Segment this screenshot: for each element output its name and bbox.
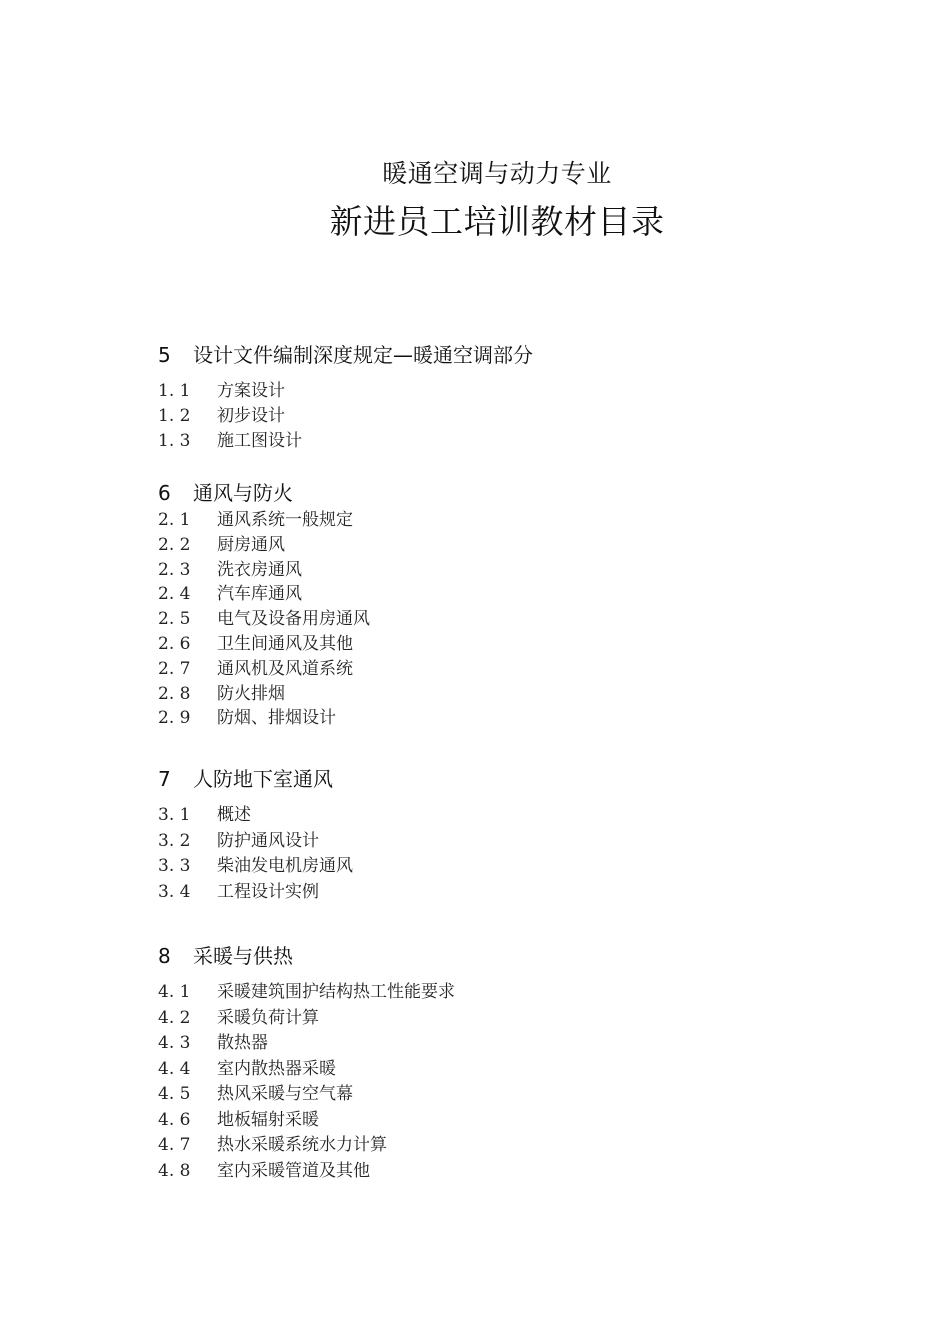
toc-item xyxy=(158,558,858,583)
item-label: 洗衣房通风 xyxy=(217,559,302,580)
section-item-list xyxy=(158,379,858,453)
toc-item xyxy=(158,1006,858,1032)
item-number: 3. 4 xyxy=(158,881,191,902)
toc-item xyxy=(158,582,858,607)
item-number: 2. 3 xyxy=(158,559,191,580)
item-number: 4. 4 xyxy=(158,1058,191,1079)
item-label: 通风系统一般规定 xyxy=(217,510,353,530)
toc-item xyxy=(158,1133,858,1159)
item-number: 4. 1 xyxy=(158,982,191,1002)
item-number: 2. 6 xyxy=(158,633,191,654)
section-item-list xyxy=(158,803,858,905)
section-heading xyxy=(158,478,858,508)
section-number: 8 xyxy=(158,944,171,968)
toc-section xyxy=(158,764,858,905)
item-label: 热风采暖与空气幕 xyxy=(217,1084,353,1104)
item-label: 电气及设备用房通风 xyxy=(217,609,370,630)
item-label: 汽车库通风 xyxy=(217,584,302,605)
item-label: 工程设计实例 xyxy=(217,881,319,902)
toc-item xyxy=(158,706,858,731)
item-number: 4. 5 xyxy=(158,1084,191,1104)
toc-item xyxy=(158,1082,858,1108)
toc-item xyxy=(158,632,858,657)
item-label: 卫生间通风及其他 xyxy=(217,633,353,654)
item-number: 4. 3 xyxy=(158,1033,191,1053)
section-item-list xyxy=(158,980,858,1184)
section-title: 通风与防火 xyxy=(193,481,293,505)
toc-item xyxy=(158,854,858,880)
section-number: 6 xyxy=(158,481,171,505)
section-title: 采暖与供热 xyxy=(193,944,293,968)
document-title-line2: 新进员工培训教材目录 xyxy=(329,202,665,241)
item-number: 2. 1 xyxy=(158,510,191,530)
item-number: 4. 8 xyxy=(158,1160,191,1181)
item-number: 2. 9 xyxy=(158,708,191,729)
item-label: 热水采暖系统水力计算 xyxy=(217,1135,387,1155)
toc-item xyxy=(158,1159,858,1185)
item-label: 通风机及风道系统 xyxy=(217,658,353,679)
item-number: 1. 1 xyxy=(158,381,191,401)
section-heading xyxy=(158,941,858,971)
toc-section xyxy=(158,478,858,731)
section-heading xyxy=(158,340,858,370)
toc-item xyxy=(158,803,858,829)
item-number: 4. 7 xyxy=(158,1135,191,1155)
toc-section xyxy=(158,340,858,453)
toc-item xyxy=(158,533,858,558)
item-label: 室内采暖管道及其他 xyxy=(217,1160,370,1181)
item-number: 2. 2 xyxy=(158,534,191,555)
section-item-list xyxy=(158,508,858,731)
toc-item xyxy=(158,404,858,429)
item-label: 室内散热器采暖 xyxy=(217,1058,336,1079)
section-heading xyxy=(158,764,858,794)
item-label: 厨房通风 xyxy=(217,534,285,555)
item-number: 2. 5 xyxy=(158,609,191,630)
document-title-line1: 暖通空调与动力专业 xyxy=(382,159,612,188)
toc-item xyxy=(158,829,858,855)
toc-item xyxy=(158,1057,858,1083)
toc-item xyxy=(158,1108,858,1134)
item-number: 2. 8 xyxy=(158,683,191,704)
section-number: 7 xyxy=(158,767,171,791)
item-label: 方案设计 xyxy=(217,381,285,401)
toc-item xyxy=(158,379,858,404)
item-label: 采暖负荷计算 xyxy=(217,1007,319,1028)
item-number: 2. 7 xyxy=(158,658,191,679)
toc-item xyxy=(158,980,858,1006)
item-label: 施工图设计 xyxy=(217,430,302,451)
item-number: 3. 2 xyxy=(158,830,191,851)
item-label: 防烟、排烟设计 xyxy=(217,708,336,729)
item-number: 3. 1 xyxy=(158,805,191,825)
item-number: 1. 3 xyxy=(158,430,191,451)
item-number: 4. 2 xyxy=(158,1007,191,1028)
item-label: 柴油发电机房通风 xyxy=(217,856,353,876)
toc-item xyxy=(158,429,858,454)
item-label: 防护通风设计 xyxy=(217,830,319,851)
toc-item xyxy=(158,657,858,682)
toc-item xyxy=(158,682,858,707)
item-number: 2. 4 xyxy=(158,584,191,605)
item-label: 防火排烟 xyxy=(217,683,285,704)
toc-item xyxy=(158,1031,858,1057)
item-label: 概述 xyxy=(217,805,251,825)
item-label: 初步设计 xyxy=(217,405,285,426)
section-number: 5 xyxy=(158,343,171,367)
item-number: 1. 2 xyxy=(158,405,191,426)
toc-item xyxy=(158,508,858,533)
section-title: 人防地下室通风 xyxy=(193,767,333,791)
toc-item xyxy=(158,880,858,906)
item-label: 地板辐射采暖 xyxy=(217,1109,319,1130)
item-label: 散热器 xyxy=(217,1033,268,1053)
section-title: 设计文件编制深度规定—暖通空调部分 xyxy=(193,343,533,367)
toc-item xyxy=(158,607,858,632)
item-label: 采暖建筑围护结构热工性能要求 xyxy=(217,982,455,1002)
item-number: 3. 3 xyxy=(158,856,191,876)
toc-section xyxy=(158,941,858,1184)
item-number: 4. 6 xyxy=(158,1109,191,1130)
